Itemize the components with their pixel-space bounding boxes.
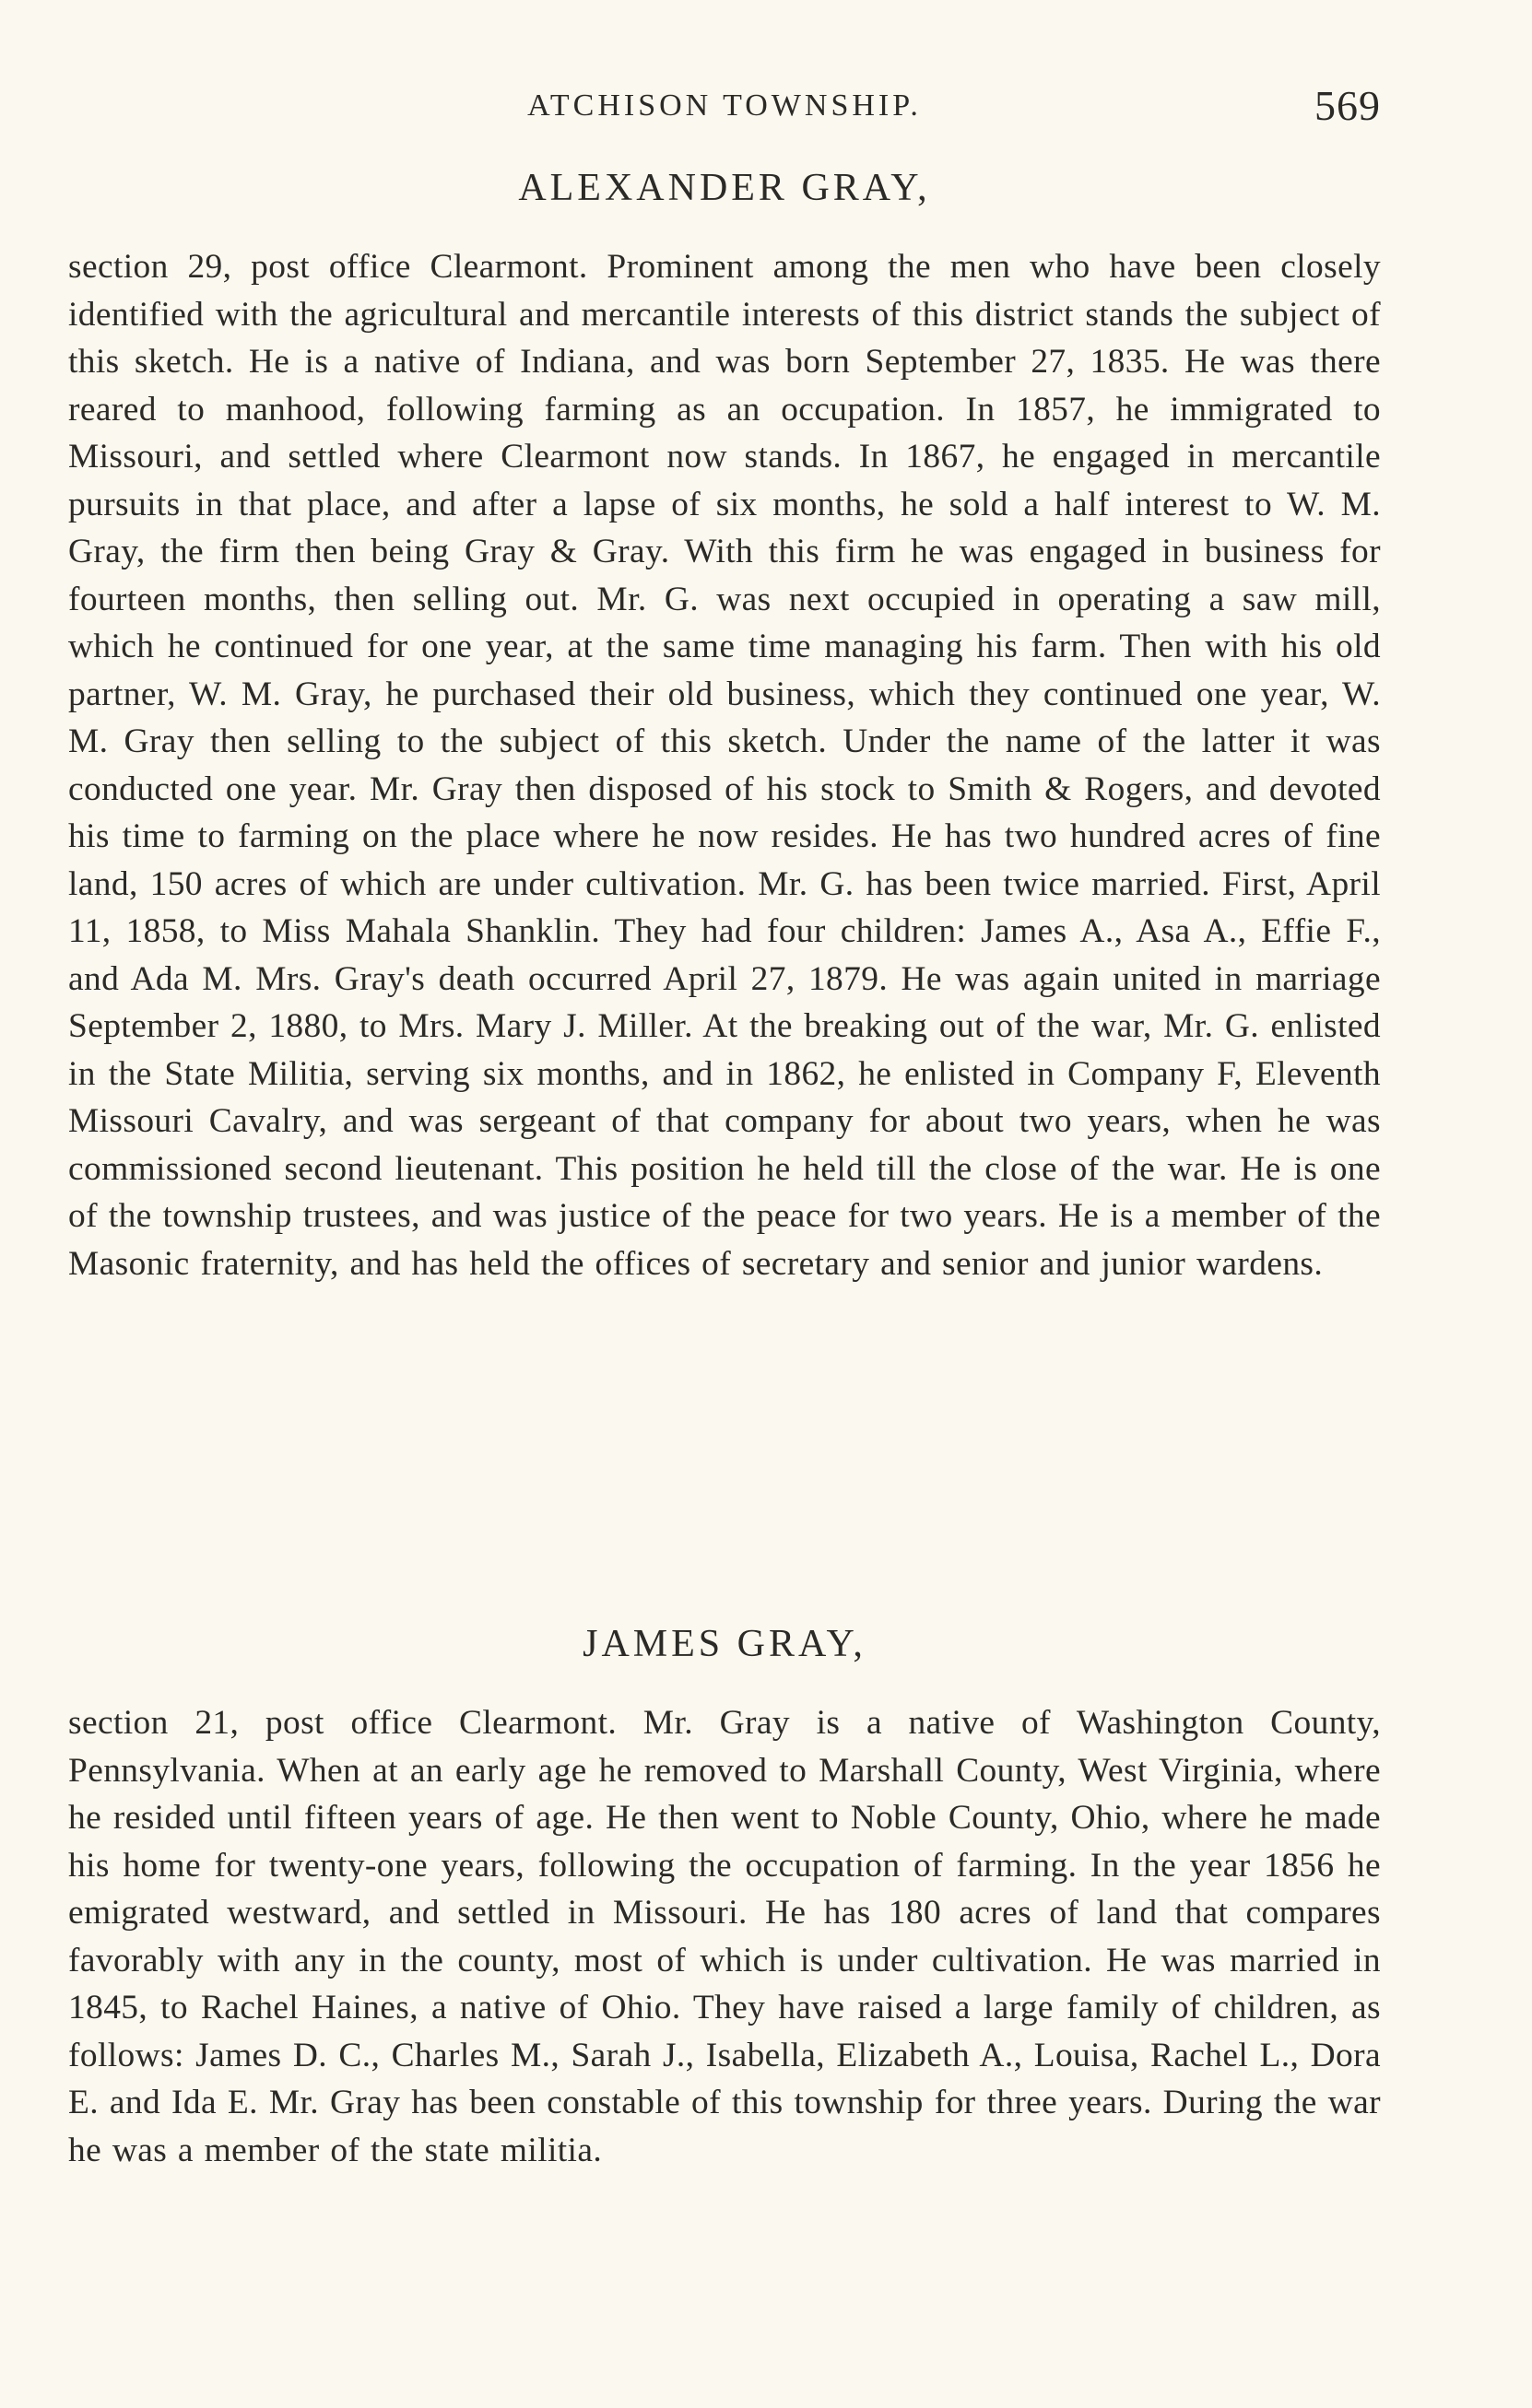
entry-body: section 21, post office Clearmont. Mr. Gray is a native of Washington County, Pennsylvania. When at an early age he removed to Marshall County, West Virginia, where he resided until fifteen years of age. He then went to Noble County, Ohio, where he made his home for twenty-one years, following the occupation of farming. In the year 1856 he emigrated westward, and settled in Missouri. He has 180 acres of land that compares favorably with any in the county, most of which is under cultivation. He was married in 1845, to Rachel Haines, a native of Ohio. They have raised a large family of children, as follows: James D. C., Charles M., Sarah J., Isabella, Elizabeth A., Louisa, Rachel L., Dora E. and Ida E. Mr. Gray has been constable of this township for three years. During the war he was a member of the state militia. — [68, 1704, 1381, 2169]
page-number: 569 — [1314, 82, 1381, 129]
biography-entry — [68, 166, 1381, 1287]
running-title: ATCHISON TOWNSHIP. — [527, 88, 922, 123]
entry-title: ALEXANDER GRAY, — [518, 167, 931, 209]
biography-entry — [68, 1622, 1381, 2174]
entry-title: JAMES GRAY, — [583, 1623, 866, 1665]
running-head — [68, 81, 1381, 136]
entry-body: section 29, post office Clearmont. Prominent among the men who have been closely identified with the agricultural and mercantile interests of this district stands the subject of this sketch. He is a native of Indiana, and was born September 27, 1835. He was there reared to manhood, following farming as an occupation. In 1857, he immigrated to Missouri, and settled where Clearmont now stands. In 1867, he engaged in mercantile pursuits in that place, and after a lapse of six months, he sold a half interest to W. M. Gray, the firm then being Gray & Gray. With this firm he was engaged in business for fourteen months, then selling out. Mr. G. was next occupied in operating a saw mill, which he continued for one year, at the same time managing his farm. Then with his old partner, W. M. Gray, he purchased their old business, which they continued one year, W. M. Gray then selling to the subject of this sketch. Under the name of the latter it was conducted one year. Mr. Gray then disposed of his stock to Smith & Rogers, and devoted his time to farming on the place where he now resides. He has two hundred acres of fine land, 150 acres of which are under cultivation. Mr. G. has been twice married. First, April 11, 1858, to Miss Mahala Shanklin. They had four children: James A., Asa A., Effie F., and Ada M. Mrs. Gray's death occurred April 27, 1879. He was again united in marriage September 2, 1880, to Mrs. Mary J. Miller. At the breaking out of the war, Mr. G. enlisted in the State Militia, serving six months, and in 1862, he enlisted in Company F, Eleventh Missouri Cavalry, and was sergeant of that company for about two years, when he was commissioned second lieutenant. This position he held till the close of the war. He is one of the township trustees, and was justice of the peace for two years. He is a member of the Masonic fraternity, and has held the offices of secretary and senior and junior wardens. — [68, 248, 1381, 1283]
